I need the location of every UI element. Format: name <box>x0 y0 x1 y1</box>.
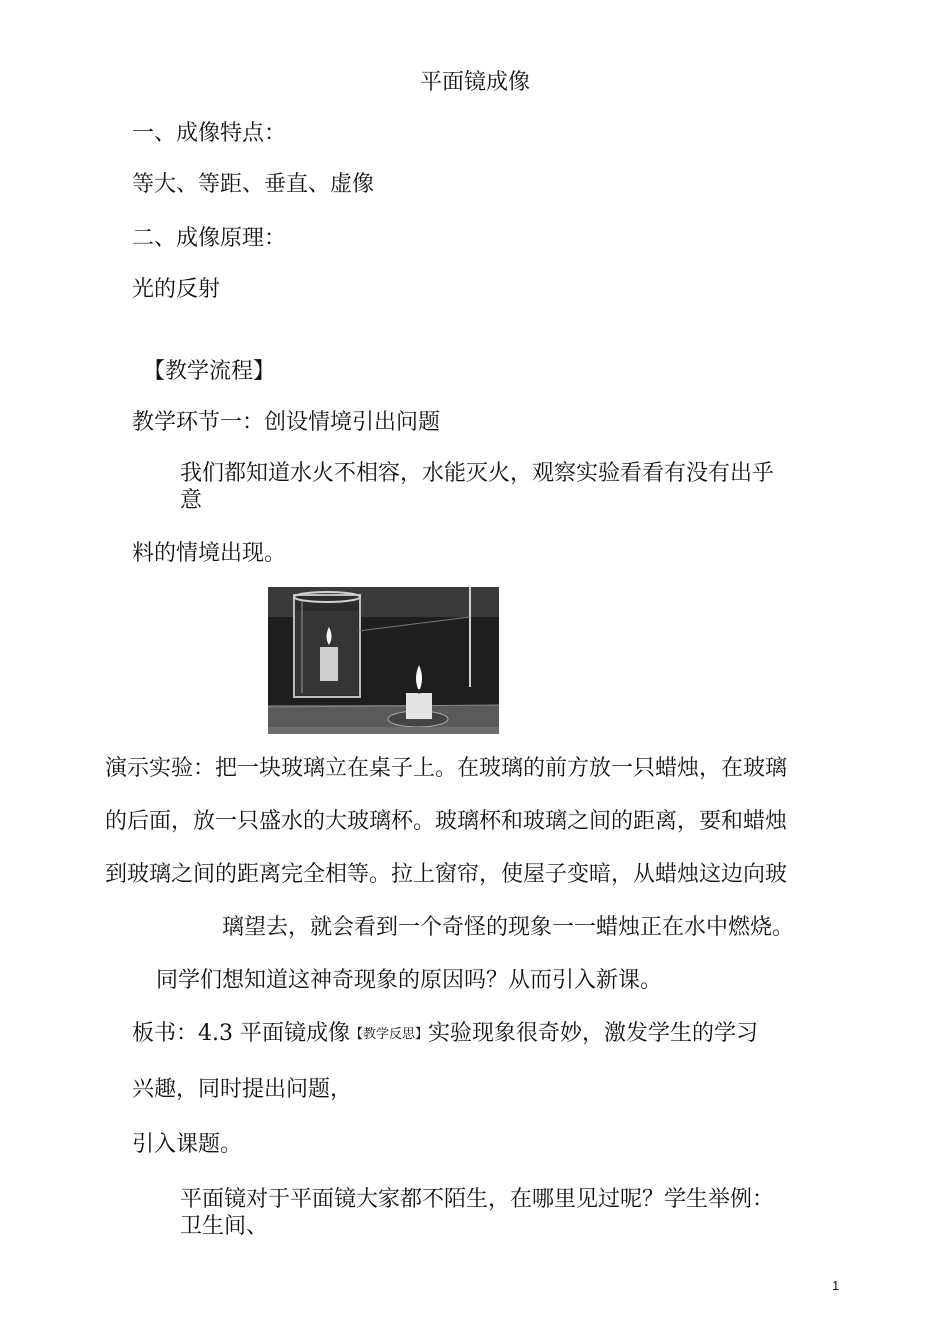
demo-line-3: 到玻璃之间的距离完全相等。拉上窗帘，使屋子变暗，从蜡烛这边向玻 <box>105 862 788 887</box>
flow-heading: 【教学流程】 <box>143 359 276 384</box>
demo-line-1: 演示实验：把一块玻璃立在桌子上。在玻璃的前方放一只蜡烛，在玻璃 <box>105 756 788 781</box>
section2-body: 光的反射 <box>132 277 221 302</box>
section1-heading: 一、成像特点： <box>132 121 287 146</box>
intro-line-1: 我们都知道水火不相容，水能灭火，观察实验看看有没有出乎 <box>180 461 775 486</box>
reflection-line-2: 兴趣，同时提出问题， <box>132 1077 353 1102</box>
board-line <box>132 1021 758 1048</box>
demo-line-4: 璃望去，就会看到一个奇怪的现象一一蜡烛正在水中燃烧。 <box>222 915 795 940</box>
section2-heading: 二、成像原理： <box>132 226 287 251</box>
question-line: 同学们想知道这神奇现象的原因吗？从而引入新课。 <box>156 968 663 993</box>
mirror-line-1: 平面镜对于平面镜大家都不陌生，在哪里见过呢？学生举例： <box>180 1187 775 1212</box>
reflection-label: 【教学反思】 <box>349 1027 428 1042</box>
demo-line-2: 的后面，放一只盛水的大玻璃杯。玻璃杯和玻璃之间的距离，要和蜡烛 <box>105 809 788 834</box>
document-title: 平面镜成像 <box>419 70 530 95</box>
page-number: 1 <box>832 1278 840 1293</box>
mirror-line-2: 卫生间、 <box>180 1214 269 1239</box>
board-prefix: 板书：4.3 平面镜成像 <box>132 1021 350 1046</box>
step1-heading: 教学环节一：创设情境引出问题 <box>132 410 441 435</box>
candle-experiment-photo <box>268 587 499 734</box>
section1-body: 等大、等距、垂直、虚像 <box>132 172 375 197</box>
intro-line-3: 料的情境出现。 <box>132 541 287 566</box>
board-suffix: 实验现象很奇妙，激发学生的学习 <box>428 1021 759 1046</box>
reflection-line-3: 引入课题。 <box>132 1132 243 1157</box>
intro-line-2: 意 <box>180 488 203 513</box>
